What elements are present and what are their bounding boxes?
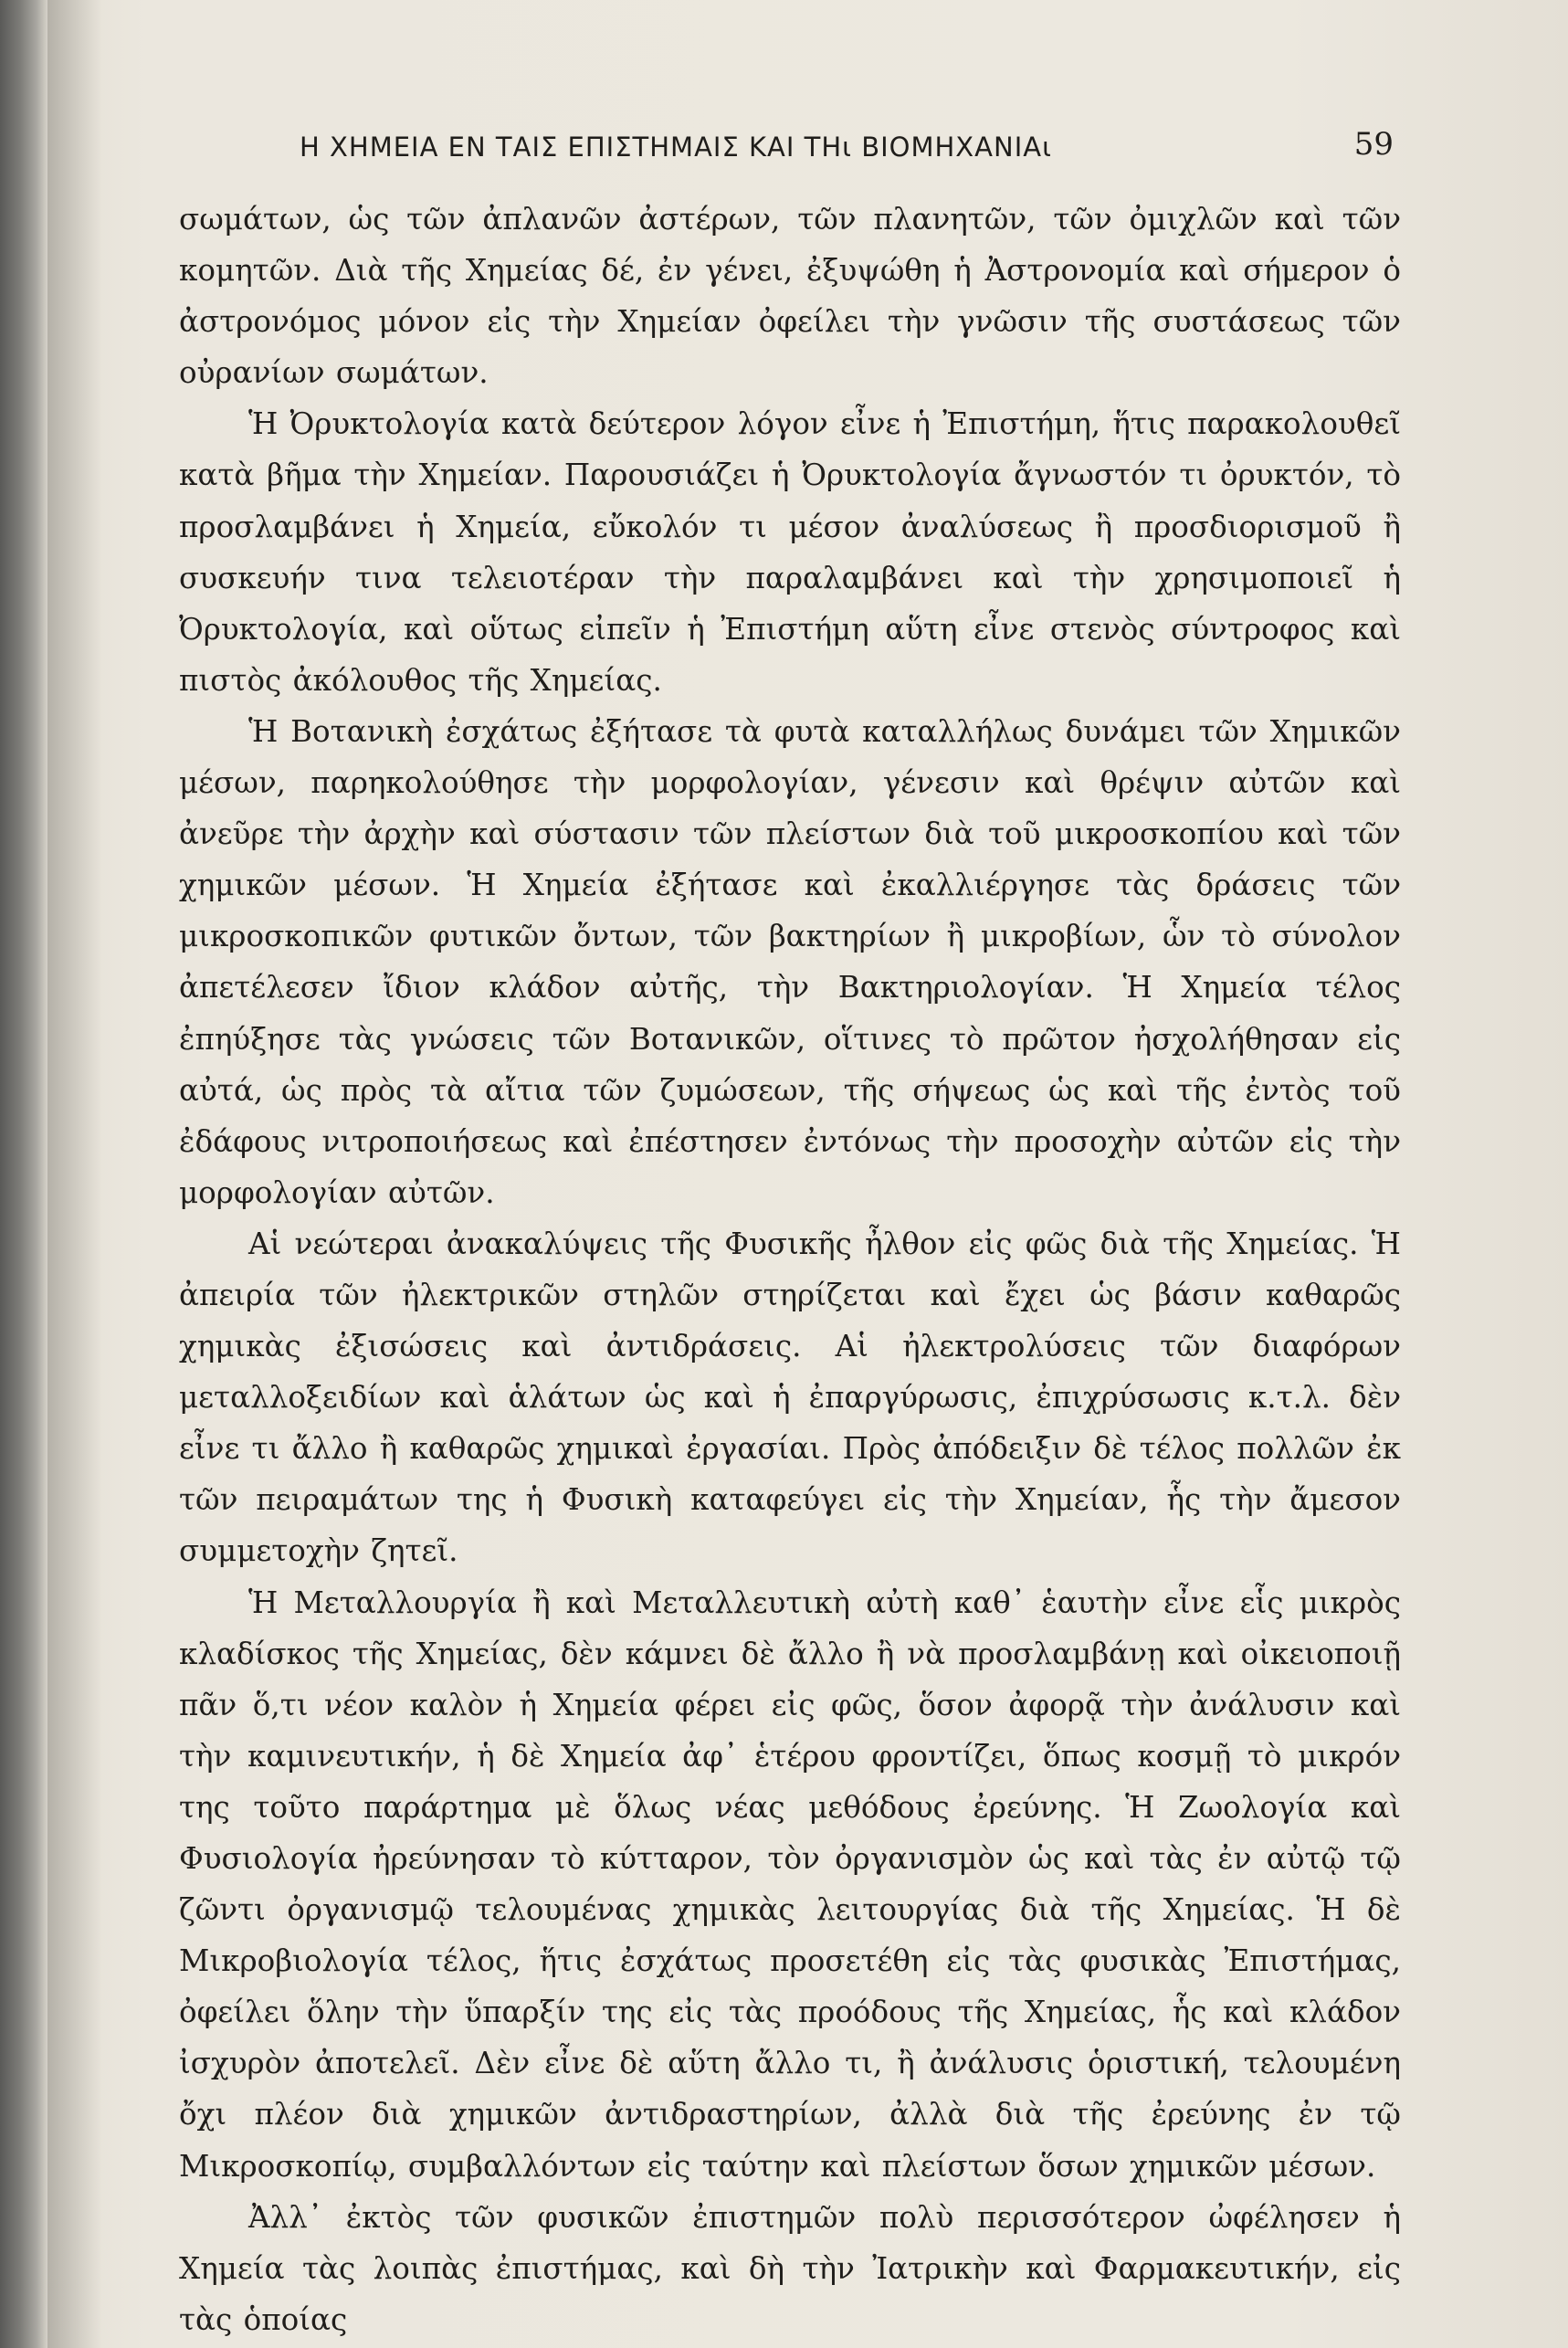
- page-header: [289, 126, 1394, 172]
- paragraph-astronomy: σωμάτων, ὡς τῶν ἀπλανῶν ἀστέρων, τῶν πλανητῶν, τῶν ὀμιχλῶν καὶ τῶν κομητῶν. Διὰ τῆς Χημείας δέ, ἐν γένει, ἐξυψώθη ἡ Ἀστρονομία καὶ σήμερον ὁ ἀστρονόμος μόνον εἰς τὴν Χημείαν ὀφείλει τὴν γνῶσιν τῆς συστάσεως τῶν οὐρανίων σωμάτων.: [179, 202, 1401, 391]
- book-spine: [0, 0, 47, 2348]
- paragraph-mineralogy: Ἡ Ὀρυκτολογία κατὰ δεύτερον λόγον εἶνε ἡ Ἐπιστήμη, ἥτις παρακολουθεῖ κατὰ βῆμα τὴν Χημείαν. Παρουσιάζει ἡ Ὀρυκτολογία ἄγνωστόν τι ὀρυκτόν, τὸ προσλαμβάνει ἡ Χημεία, εὔκολόν τι μέσον ἀναλύσεως ἢ προσδιορισμοῦ ἢ συσκευήν τινα τελειοτέραν τὴν παραλαμβάνει καὶ τὴν χρησιμοποιεῖ ἡ Ὀρυκτολογία, καὶ οὕτως εἰπεῖν ἡ Ἐπιστήμη αὕτη εἶνε στενὸς σύντροφος καὶ πιστὸς ἀκόλουθος τῆς Χημείας.: [179, 406, 1401, 698]
- paragraph-medicine: Ἀλλ᾽ ἐκτὸς τῶν φυσικῶν ἐπιστημῶν πολὺ περισσότερον ὠφέλησεν ἡ Χημεία τὰς λοιπὰς ἐπιστήμας, καὶ δὴ τὴν Ἰατρικὴν καὶ Φαρμακευτικήν, εἰς τὰς ὁποίας: [179, 2199, 1401, 2337]
- paragraph-physics: Αἱ νεώτεραι ἀνακαλύψεις τῆς Φυσικῆς ἦλθον εἰς φῶς διὰ τῆς Χημείας. Ἡ ἀπειρία τῶν ἠλεκτρικῶν στηλῶν στηρίζεται καὶ ἔχει ὡς βάσιν καθαρῶς χημικὰς ἐξισώσεις καὶ ἀντιδράσεις. Αἱ ἠλεκτρολύσεις τῶν διαφόρων μεταλλοξειδίων καὶ ἁλάτων ὡς καὶ ἡ ἐπαργύρωσις, ἐπιχρύσωσις κ.τ.λ. δὲν εἶνε τι ἄλλο ἢ καθαρῶς χημικαὶ ἐργασίαι. Πρὸς ἀπόδειξιν δὲ τέλος πολλῶν ἐκ τῶν πειραμάτων της ἡ Φυσικὴ καταφεύγει εἰς τὴν Χημείαν, ἧς τὴν ἄμεσον συμμετοχὴν ζητεῖ.: [179, 1226, 1401, 1569]
- page-number: 59: [1353, 126, 1394, 163]
- gutter-shadow: [47, 0, 102, 2348]
- paragraph-metallurgy: Ἡ Μεταλλουργία ἢ καὶ Μεταλλευτικὴ αὐτὴ καθ᾽ ἑαυτὴν εἶνε εἷς μικρὸς κλαδίσκος τῆς Χημείας, δὲν κάμνει δὲ ἄλλο ἢ νὰ προσλαμβάνῃ καὶ οἰκειοποιῇ πᾶν ὅ,τι νέον καλὸν ἡ Χημεία φέρει εἰς φῶς, ὅσον ἀφορᾷ τὴν ἀνάλυσιν καὶ τὴν καμινευτικήν, ἡ δὲ Χημεία ἀφ᾽ ἑτέρου φροντίζει, ὅπως κοσμῇ τὸ μικρόν της τοῦτο παράρτημα μὲ ὅλως νέας μεθόδους ἐρεύνης. Ἡ Ζωολογία καὶ Φυσιολογία ἠρεύνησαν τὸ κύτταρον, τὸν ὀργανισμὸν ὡς καὶ τὰς ἐν αὐτῷ τῷ ζῶντι ὀργανισμῷ τελουμένας χημικὰς λειτουργίας διὰ τῆς Χημείας. Ἡ δὲ Μικροβιολογία τέλος, ἥτις ἐσχάτως προσετέθη εἰς τὰς φυσικὰς Ἐπιστήμας, ὀφείλει ὅλην τὴν ὕπαρξίν της εἰς τὰς προόδους τῆς Χημείας, ἧς καὶ κλάδον ἰσχυρὸν ἀποτελεῖ. Δὲν εἶνε δὲ αὕτη ἄλλο τι, ἢ ἀνάλυσις ὁριστική, τελουμένη ὄχι πλέον διὰ χημικῶν ἀντιδραστηρίων, ἀλλὰ διὰ τῆς ἐρεύνης ἐν τῷ Μικροσκοπίῳ, συμβαλλόντων εἰς ταύτην καὶ πλείστων ὅσων χημικῶν μέσων.: [179, 1585, 1401, 2184]
- body-text: [179, 194, 1401, 2345]
- paragraph-botany: Ἡ Βοτανικὴ ἐσχάτως ἐξήτασε τὰ φυτὰ καταλλήλως δυνάμει τῶν Χημικῶν μέσων, παρηκολούθησε τὴν μορφολογίαν, γένεσιν καὶ θρέψιν αὐτῶν καὶ ἀνεῦρε τὴν ἀρχὴν καὶ σύστασιν τῶν πλείστων διὰ τοῦ μικροσκοπίου καὶ τῶν χημικῶν μέσων. Ἡ Χημεία ἐξήτασε καὶ ἐκαλλιέργησε τὰς δράσεις τῶν μικροσκοπικῶν φυτικῶν ὄντων, τῶν βακτηρίων ἢ μικροβίων, ὧν τὸ σύνολον ἀπετέλεσεν ἴδιον κλάδον αὐτῆς, τὴν Βακτηριολογίαν. Ἡ Χημεία τέλος ἐπηύξησε τὰς γνώσεις τῶν Βοτανικῶν, οἵτινες τὸ πρῶτον ἠσχολήθησαν εἰς αὐτά, ὡς πρὸς τὰ αἴτια τῶν ζυμώσεων, τῆς σήψεως ὡς καὶ τῆς ἐντὸς τοῦ ἐδάφους νιτροποιήσεως καὶ ἐπέστησεν ἐντόνως τὴν προσοχὴν αὐτῶν εἰς τὴν μορφολογίαν αὐτῶν.: [179, 713, 1401, 1210]
- running-head: Η ΧΗΜΕΙΑ ΕΝ ΤΑΙΣ ΕΠΙΣΤΗΜΑΙΣ ΚΑΙ ΤΗι ΒΙΟΜΗΧΑΝΙΑι: [300, 132, 1052, 163]
